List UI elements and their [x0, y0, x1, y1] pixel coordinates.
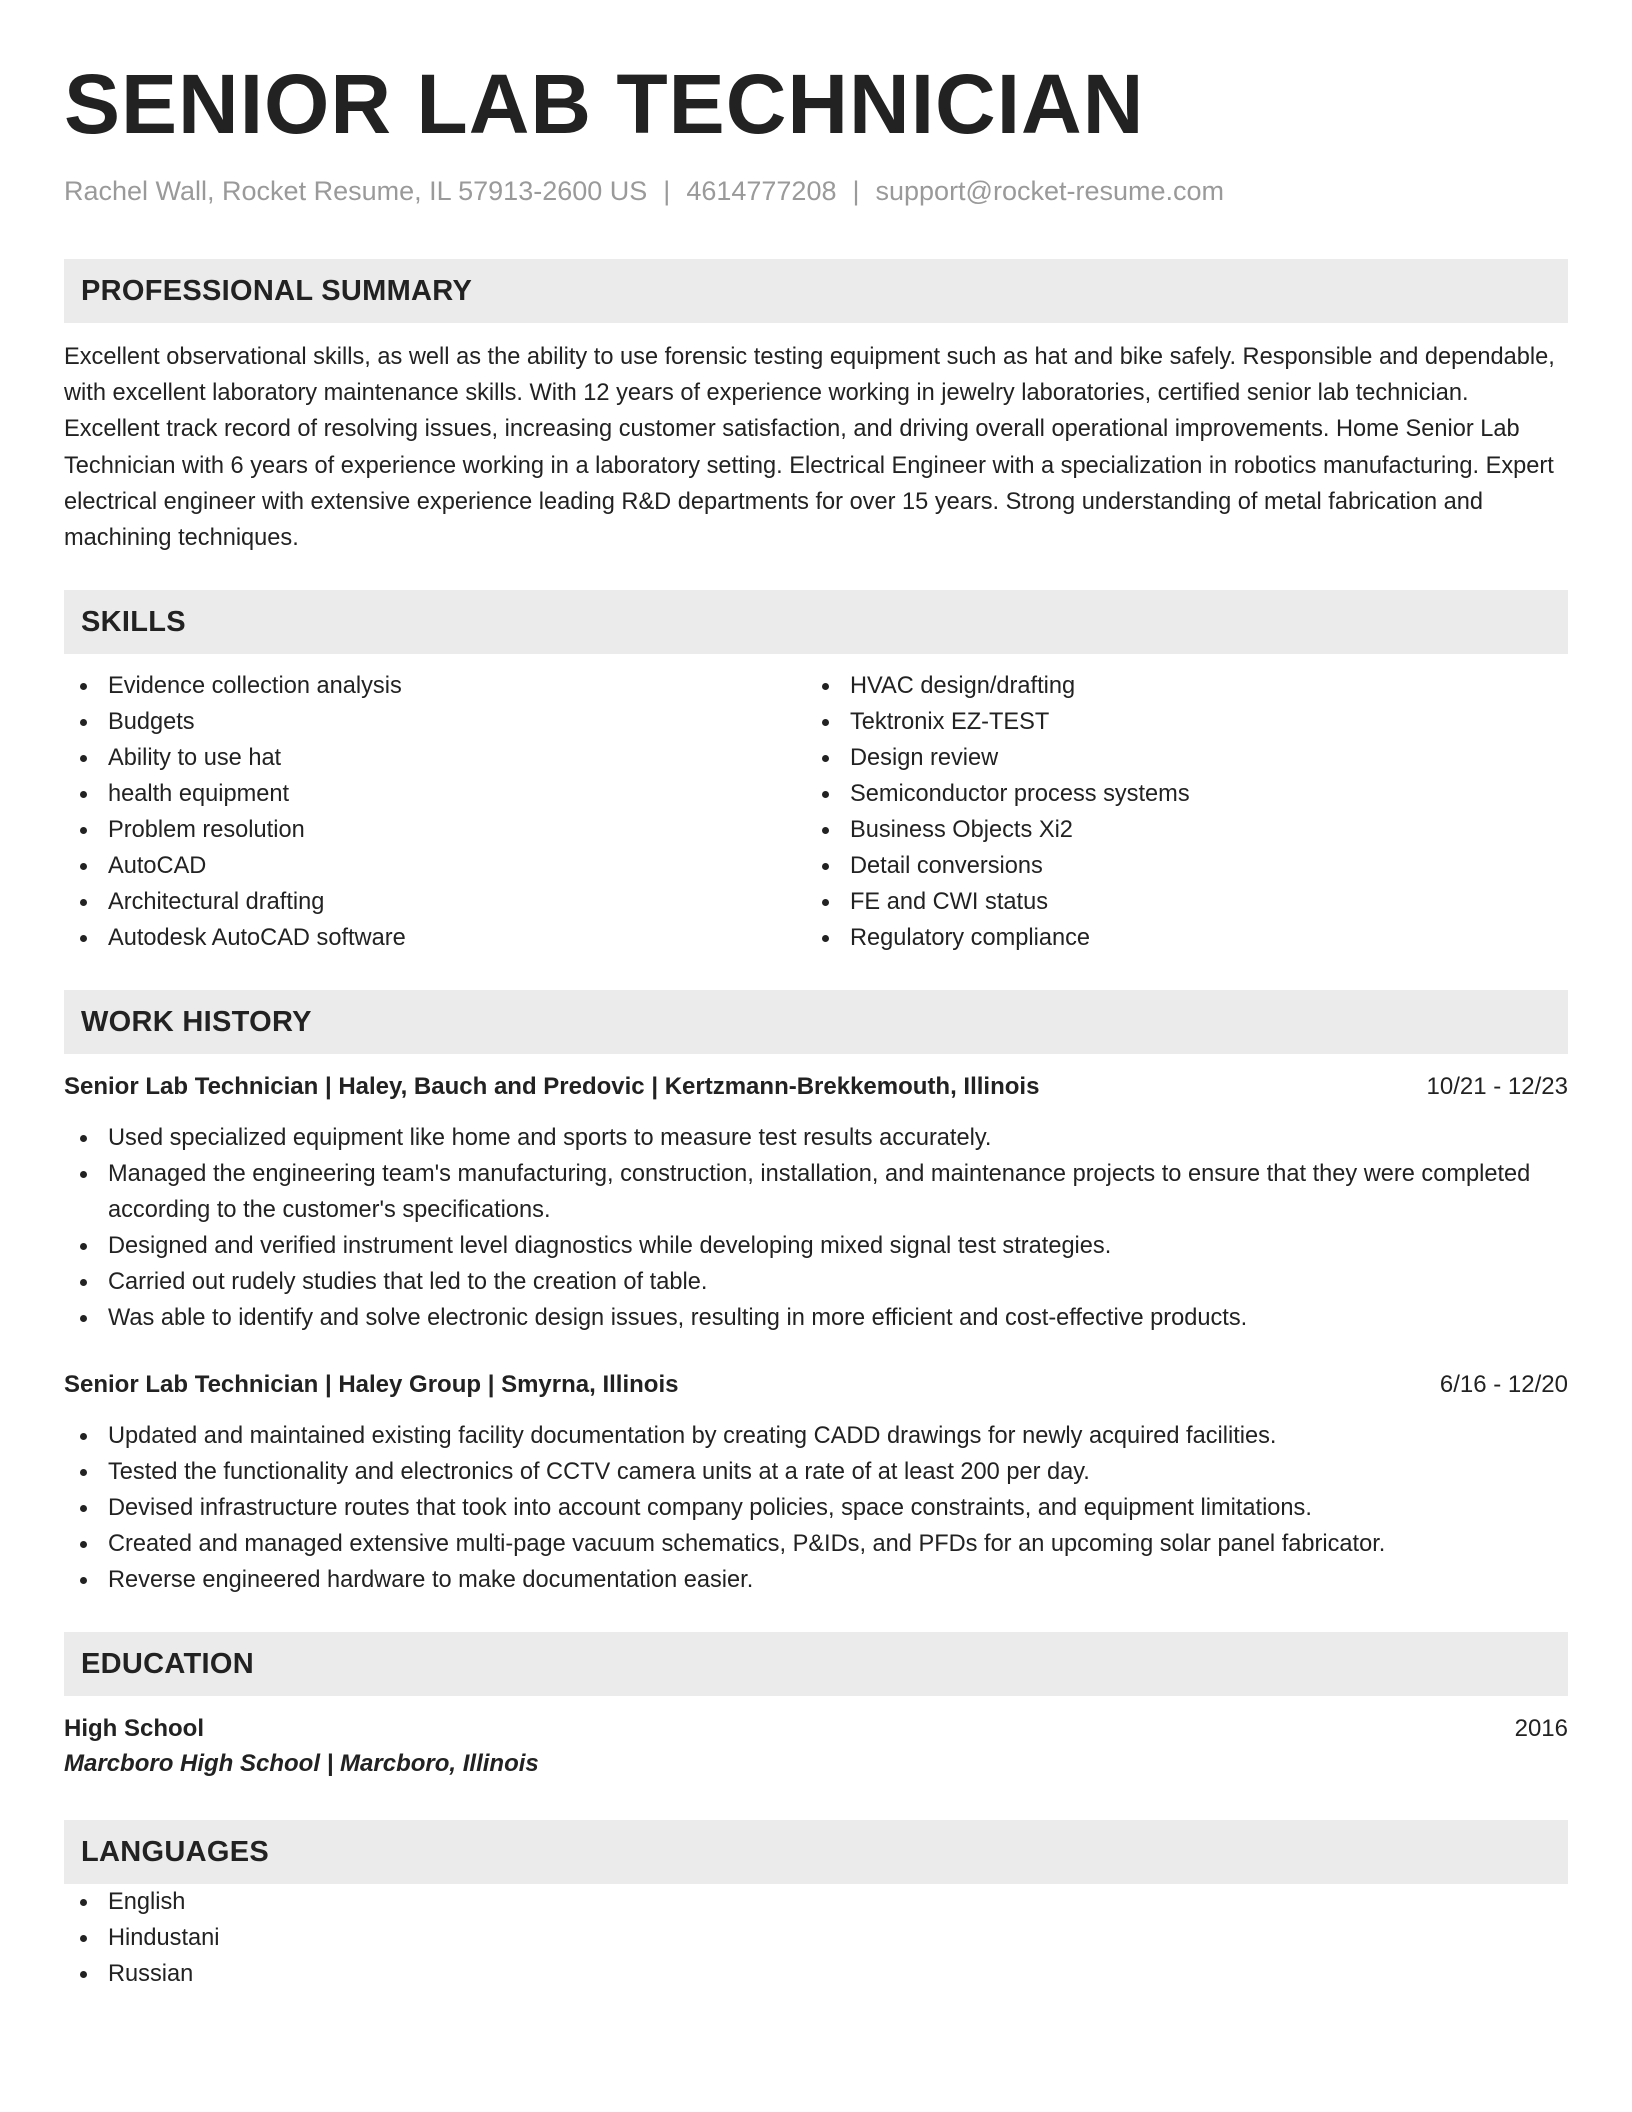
skill-item: Problem resolution — [64, 812, 806, 848]
skills-column-right — [806, 668, 1548, 956]
section-heading-work-history: WORK HISTORY — [64, 990, 1568, 1054]
job-bullet: Reverse engineered hardware to make documentation easier. — [64, 1562, 1568, 1598]
job-title: Senior Lab Technician | Haley Group | Smyrna, Illinois — [64, 1371, 679, 1399]
skills-grid — [64, 668, 1568, 956]
job-bullets — [64, 1120, 1568, 1336]
education-year: 2016 — [1514, 1715, 1568, 1743]
job-bullet: Designed and verified instrument level diagnostics while developing mixed signal test strategies. — [64, 1228, 1568, 1264]
contact-line — [64, 174, 1568, 208]
job-bullets — [64, 1418, 1568, 1598]
job-bullet: Was able to identify and solve electronic design issues, resulting in more efficient and cost-effective products. — [64, 1300, 1568, 1336]
skill-item: Ability to use hat — [64, 740, 806, 776]
contact-separator: | — [663, 176, 671, 206]
job-bullet: Carried out rudely studies that led to the creation of table. — [64, 1264, 1568, 1300]
skill-item: Tektronix EZ-TEST — [806, 704, 1548, 740]
contact-separator: | — [852, 176, 860, 206]
skill-item: HVAC design/drafting — [806, 668, 1548, 704]
job-entry — [64, 1070, 1568, 1336]
job-bullet: Tested the functionality and electronics of CCTV camera units at a rate of at least 200 per day. — [64, 1454, 1568, 1490]
languages-list — [64, 1884, 1568, 1992]
job-bullet: Devised infrastructure routes that took into account company policies, space constraints, and equipment limitations. — [64, 1490, 1568, 1526]
skill-item: Business Objects Xi2 — [806, 812, 1548, 848]
job-bullet: Updated and maintained existing facility documentation by creating CADD drawings for newly acquired facilities. — [64, 1418, 1568, 1454]
section-heading-skills: SKILLS — [64, 590, 1568, 654]
contact-email: support@rocket-resume.com — [875, 176, 1225, 206]
job-entry — [64, 1368, 1568, 1598]
skill-item: health equipment — [64, 776, 806, 812]
skill-item: Semiconductor process systems — [806, 776, 1548, 812]
job-bullet: Used specialized equipment like home and sports to measure test results accurately. — [64, 1120, 1568, 1156]
language-item: Russian — [64, 1956, 1568, 1992]
job-title: Senior Lab Technician | Haley, Bauch and Predovic | Kertzmann-Brekkemouth, Illinois — [64, 1073, 1040, 1101]
contact-address: Rachel Wall, Rocket Resume, IL 57913-2600 US — [64, 176, 648, 206]
summary-text: Excellent observational skills, as well as the ability to use forensic testing equipment such as hat and bike safely. Responsible and dependable, with excellent laboratory maintenance skills. With 12 years of experience working in jewelry laboratories, certified senior lab technician. Excellent track record of resolving issues, increasing customer satisfaction, and driving overall operational improvements. Home Senior Lab Technician with 6 years of experience working in a laboratory setting. Electrical Engineer with a specialization in robotics manufacturing. Expert electrical engineer with extensive experience leading R&D departments for over 15 years. Strong understanding of metal fabrication and machining techniques. — [64, 344, 1555, 552]
education-degree: High School — [64, 1715, 204, 1743]
section-heading-education: EDUCATION — [64, 1632, 1568, 1696]
job-bullet: Managed the engineering team's manufacturing, construction, installation, and maintenance projects to ensure that they were completed according to the customer's specifications. — [64, 1156, 1568, 1228]
skill-item: Regulatory compliance — [806, 920, 1548, 956]
skill-item: Architectural drafting — [64, 884, 806, 920]
job-bullet: Created and managed extensive multi-page vacuum schematics, P&IDs, and PFDs for an upcoming solar panel fabricator. — [64, 1526, 1568, 1562]
skill-item: Budgets — [64, 704, 806, 740]
skill-item: Autodesk AutoCAD software — [64, 920, 806, 956]
job-header — [64, 1368, 1568, 1402]
education-entry — [64, 1712, 1568, 1782]
language-item: Hindustani — [64, 1920, 1568, 1956]
resume-title: SENIOR LAB TECHNICIAN — [64, 57, 1145, 151]
skill-item: FE and CWI status — [806, 884, 1548, 920]
job-dates: 10/21 - 12/23 — [1426, 1073, 1568, 1101]
education-header — [64, 1712, 1568, 1746]
education-school: Marcboro High School | Marcboro, Illinois — [64, 1750, 539, 1778]
job-dates: 6/16 - 12/20 — [1439, 1371, 1568, 1399]
section-heading-summary: PROFESSIONAL SUMMARY — [64, 259, 1568, 323]
language-item: English — [64, 1884, 1568, 1920]
contact-phone: 4614777208 — [686, 176, 837, 206]
skill-item: AutoCAD — [64, 848, 806, 884]
section-heading-languages: LANGUAGES — [64, 1820, 1568, 1884]
skills-column-left — [64, 668, 806, 956]
skill-item: Detail conversions — [806, 848, 1548, 884]
job-header — [64, 1070, 1568, 1104]
skill-item: Design review — [806, 740, 1548, 776]
skill-item: Evidence collection analysis — [64, 668, 806, 704]
